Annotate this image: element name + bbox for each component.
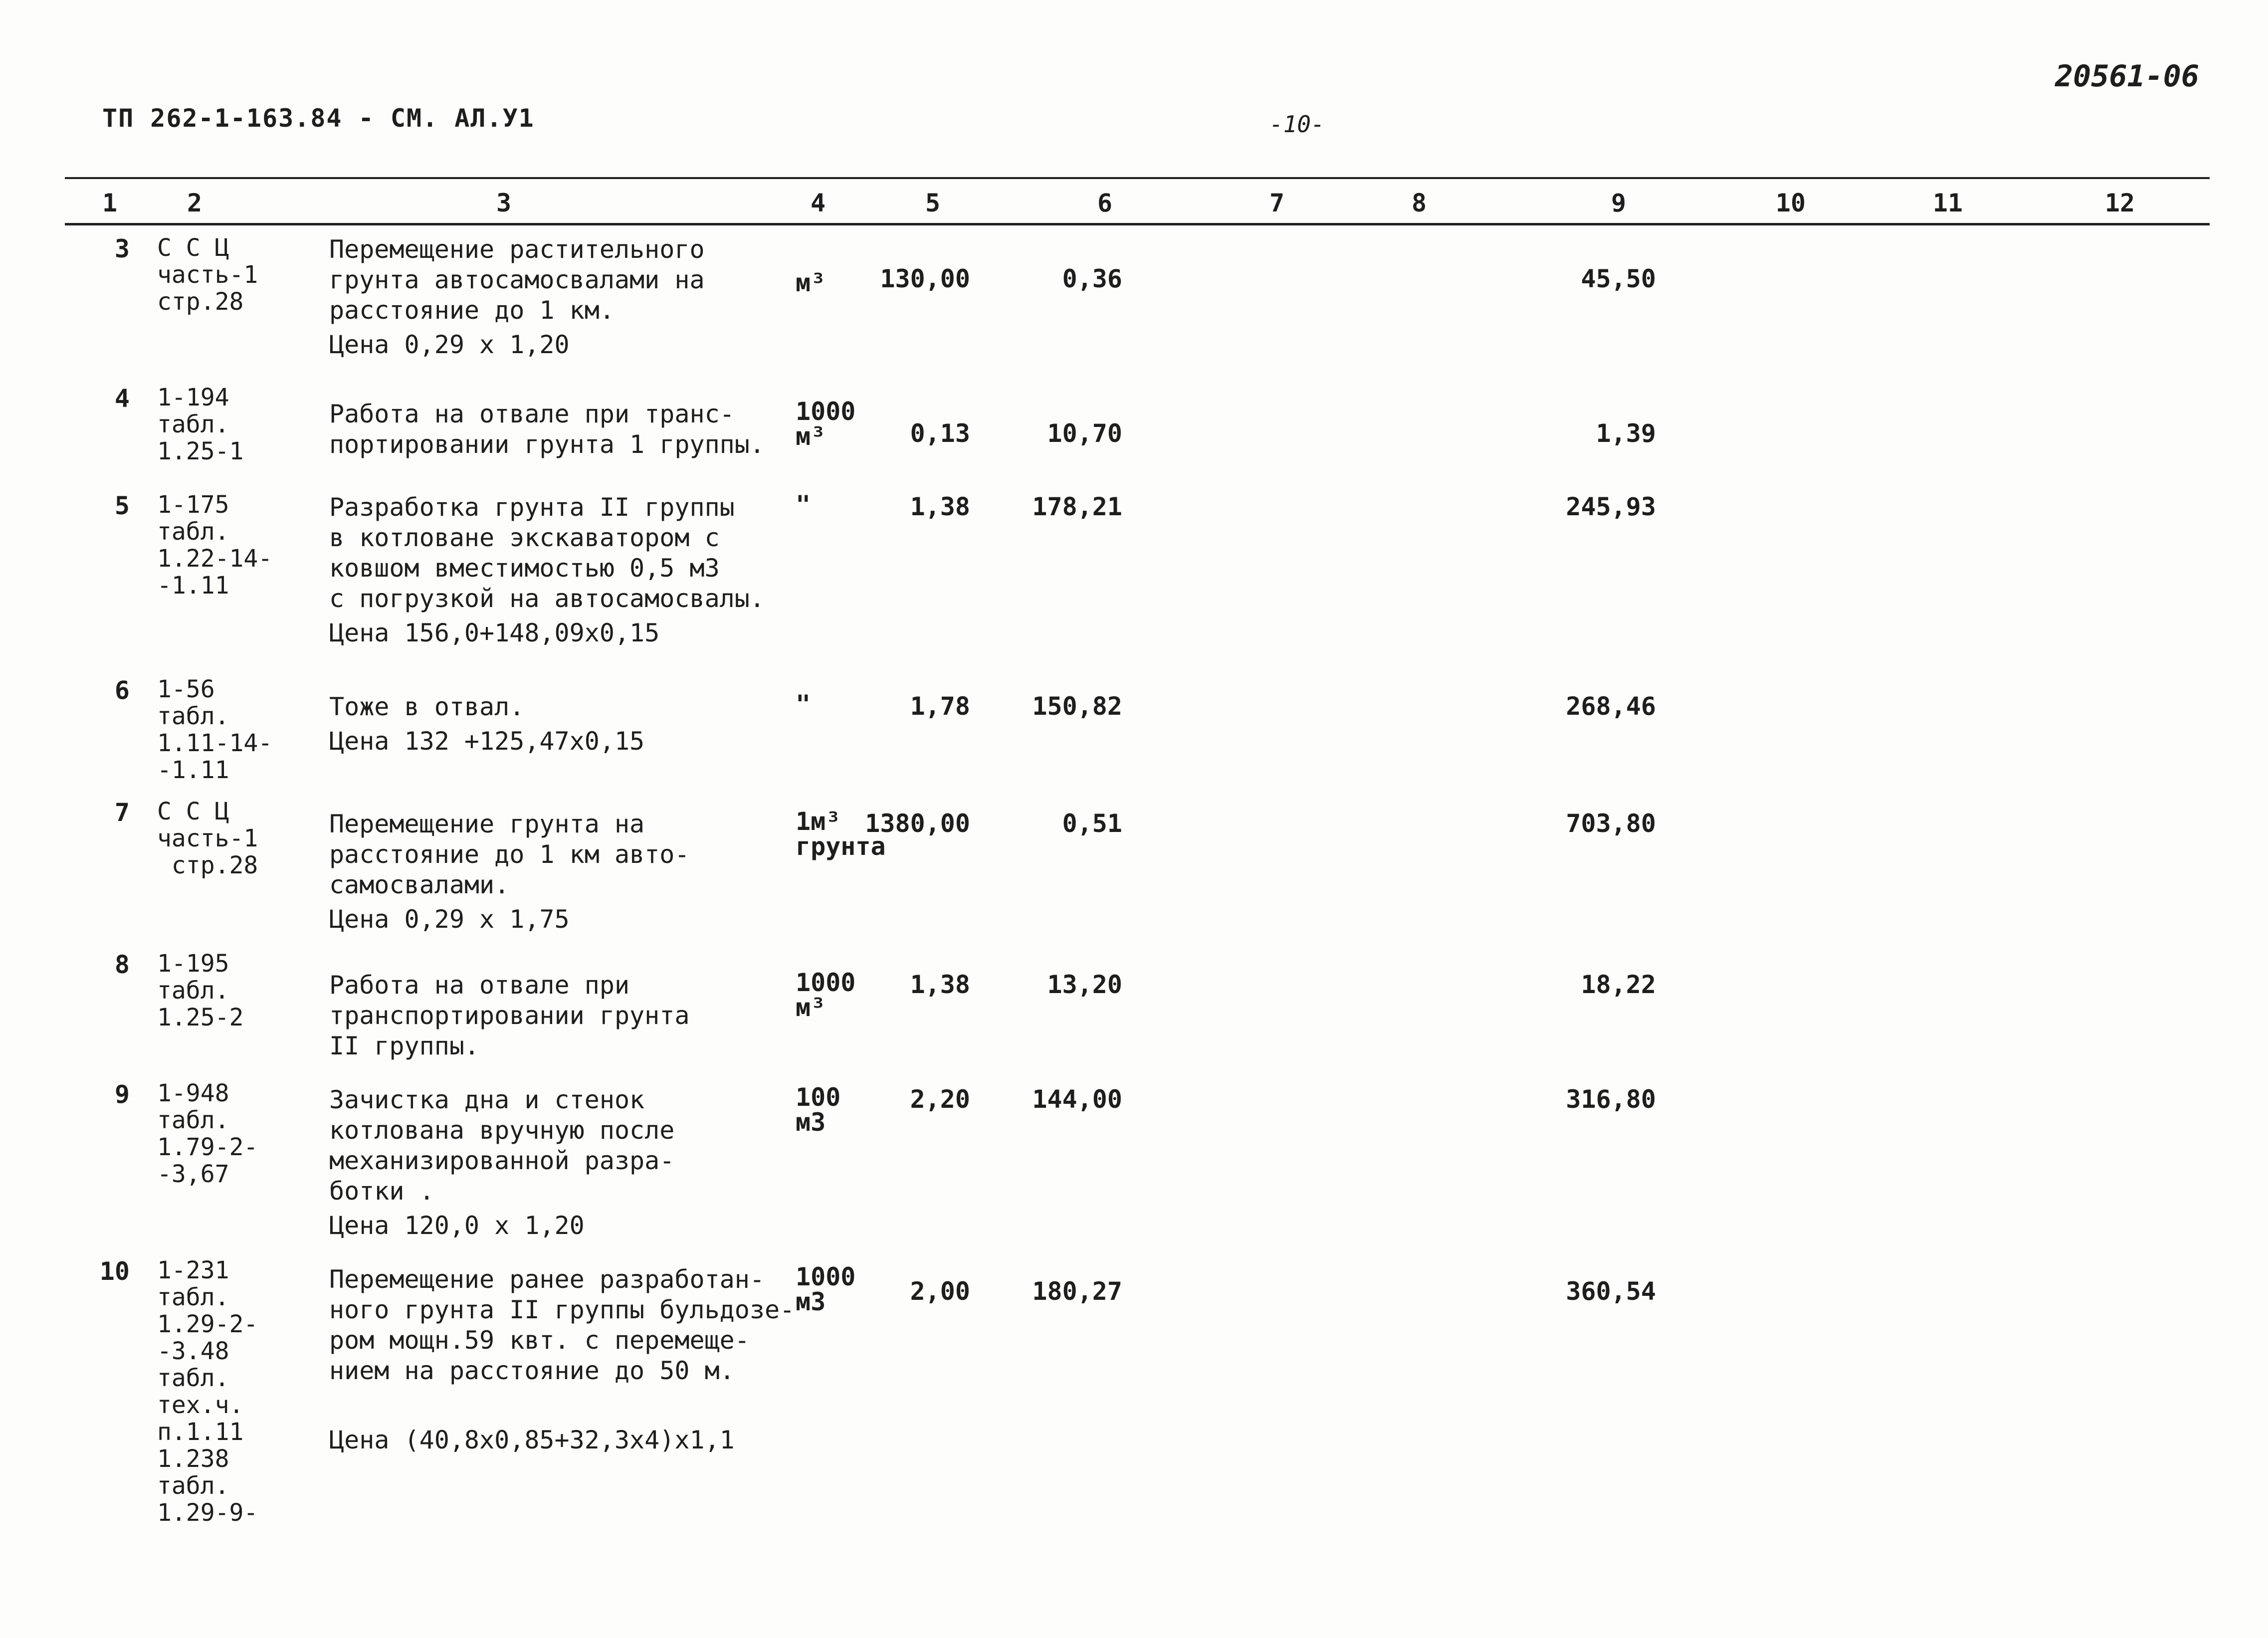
description-text: Работа на отвале при транспортировании грунта II группы. bbox=[329, 971, 690, 1060]
price-note: Цена 0,29 х 1,75 bbox=[329, 905, 570, 934]
work-description bbox=[329, 1264, 795, 1455]
page-number: -10- bbox=[1269, 111, 1325, 138]
total-cost: 268,46 bbox=[1566, 692, 1656, 721]
total-cost: 316,80 bbox=[1566, 1085, 1656, 1114]
quantity: 2,20 bbox=[910, 1085, 970, 1114]
column-number: 12 bbox=[2104, 189, 2135, 217]
description-text: Перемещение грунта на расстояние до 1 км авто- самосвалами. bbox=[329, 810, 690, 899]
work-description bbox=[329, 809, 689, 935]
basis-reference: С С Ц часть-1 стр.28 bbox=[157, 234, 258, 316]
column-number: 5 bbox=[925, 189, 941, 217]
column-number: 8 bbox=[1411, 189, 1427, 217]
row-number: 7 bbox=[114, 798, 130, 827]
work-description bbox=[329, 970, 689, 1061]
row-number: 10 bbox=[99, 1257, 130, 1286]
price-note: Цена (40,8х0,85+32,3х4)х1,1 bbox=[329, 1426, 735, 1454]
row-number: 9 bbox=[114, 1080, 130, 1109]
work-description bbox=[329, 1085, 674, 1241]
unit: 1000 м³ bbox=[796, 968, 856, 1022]
column-number: 3 bbox=[496, 189, 512, 217]
work-description bbox=[329, 692, 644, 757]
price-note: Цена 156,0+148,09х0,15 bbox=[329, 618, 660, 647]
column-number: 7 bbox=[1269, 189, 1285, 217]
description-text: Перемещение ранее разработан- ного грунта II группы бульдозе- ром мощн.59 квт. с перемеще- нием на расстояние до 50 м. bbox=[329, 1265, 795, 1385]
description-text: Разработка грунта II группы в котловане экскаватором с ковшом вместимостью 0,5 м3 с погрузкой на автосамосвалы. bbox=[329, 493, 765, 613]
unit-cost: 150,82 bbox=[1032, 692, 1122, 721]
total-cost: 703,80 bbox=[1566, 809, 1656, 838]
quantity: 2,00 bbox=[910, 1277, 970, 1306]
column-number: 6 bbox=[1097, 189, 1113, 217]
basis-reference: 1-56 табл. 1.11-14- -1.11 bbox=[157, 675, 273, 784]
unit-cost: 144,00 bbox=[1032, 1085, 1122, 1114]
unit-cost: 10,70 bbox=[1047, 419, 1122, 448]
basis-reference: С С Ц часть-1 стр.28 bbox=[157, 798, 258, 879]
unit: 1000 м3 bbox=[796, 1262, 856, 1316]
row-number: 8 bbox=[114, 950, 130, 979]
unit: 1м³ грунта bbox=[796, 807, 886, 861]
column-number: 10 bbox=[1775, 189, 1806, 217]
basis-reference: 1-175 табл. 1.22-14- -1.11 bbox=[157, 491, 273, 600]
price-note: Цена 0,29 х 1,20 bbox=[329, 330, 570, 359]
column-number: 11 bbox=[1932, 189, 1963, 217]
table-header-rule bbox=[65, 223, 2210, 225]
basis-reference: 1-195 табл. 1.25-2 bbox=[157, 950, 244, 1031]
total-cost: 1,39 bbox=[1596, 419, 1656, 448]
quantity: 1380,00 bbox=[865, 809, 970, 838]
total-cost: 360,54 bbox=[1566, 1277, 1656, 1306]
description-text: Перемещение растительного грунта автосамосвалами на расстояние до 1 км. bbox=[329, 235, 705, 325]
unit-cost: 180,27 bbox=[1032, 1277, 1122, 1306]
work-description bbox=[329, 399, 765, 460]
total-cost: 245,93 bbox=[1566, 492, 1656, 521]
quantity: 1,38 bbox=[910, 492, 970, 521]
unit-cost: 0,36 bbox=[1062, 264, 1122, 293]
description-text: Зачистка дна и стенок котлована вручную после механизированной разра- ботки . bbox=[329, 1085, 675, 1206]
unit: 100 м3 bbox=[796, 1083, 841, 1137]
row-number: 3 bbox=[114, 234, 130, 263]
quantity: 130,00 bbox=[880, 264, 970, 293]
basis-reference: 1-194 табл. 1.25-1 bbox=[157, 384, 244, 465]
work-description bbox=[329, 234, 705, 360]
column-number: 2 bbox=[187, 189, 203, 217]
table-top-rule bbox=[65, 177, 2210, 179]
price-note: Цена 132 +125,47х0,15 bbox=[329, 727, 645, 756]
price-note: Цена 120,0 х 1,20 bbox=[329, 1211, 585, 1240]
unit: м³ bbox=[796, 268, 826, 297]
row-number: 5 bbox=[114, 491, 130, 520]
quantity: 1,38 bbox=[910, 970, 970, 999]
quantity: 0,13 bbox=[910, 419, 970, 448]
total-cost: 18,22 bbox=[1581, 970, 1656, 999]
basis-reference: 1-948 табл. 1.79-2- -3,67 bbox=[157, 1079, 258, 1188]
quantity: 1,78 bbox=[910, 692, 970, 721]
description-text: Работа на отвале при транс- портировании грунта 1 группы. bbox=[329, 400, 765, 459]
row-number: 4 bbox=[114, 384, 130, 413]
document-code: ТП 262-1-163.84 - СМ. АЛ.У1 bbox=[102, 104, 535, 133]
work-description bbox=[329, 492, 765, 648]
unit: " bbox=[796, 490, 811, 519]
basis-reference: 1-231 табл. 1.29-2- -3.48 табл. тех.ч. п.1.11 1.238 табл. 1.29-9- bbox=[157, 1256, 258, 1527]
description-text: Тоже в отвал. bbox=[329, 692, 525, 721]
column-number: 9 bbox=[1611, 189, 1627, 217]
row-number: 6 bbox=[114, 676, 130, 705]
unit-cost: 178,21 bbox=[1032, 492, 1122, 521]
unit-cost: 0,51 bbox=[1062, 809, 1122, 838]
archive-number: 20561-06 bbox=[2055, 59, 2199, 94]
column-number: 4 bbox=[810, 189, 826, 217]
total-cost: 45,50 bbox=[1581, 264, 1656, 293]
unit: " bbox=[796, 690, 811, 719]
unit-cost: 13,20 bbox=[1047, 970, 1122, 999]
column-number: 1 bbox=[102, 189, 118, 217]
unit: 1000 м³ bbox=[796, 397, 856, 451]
